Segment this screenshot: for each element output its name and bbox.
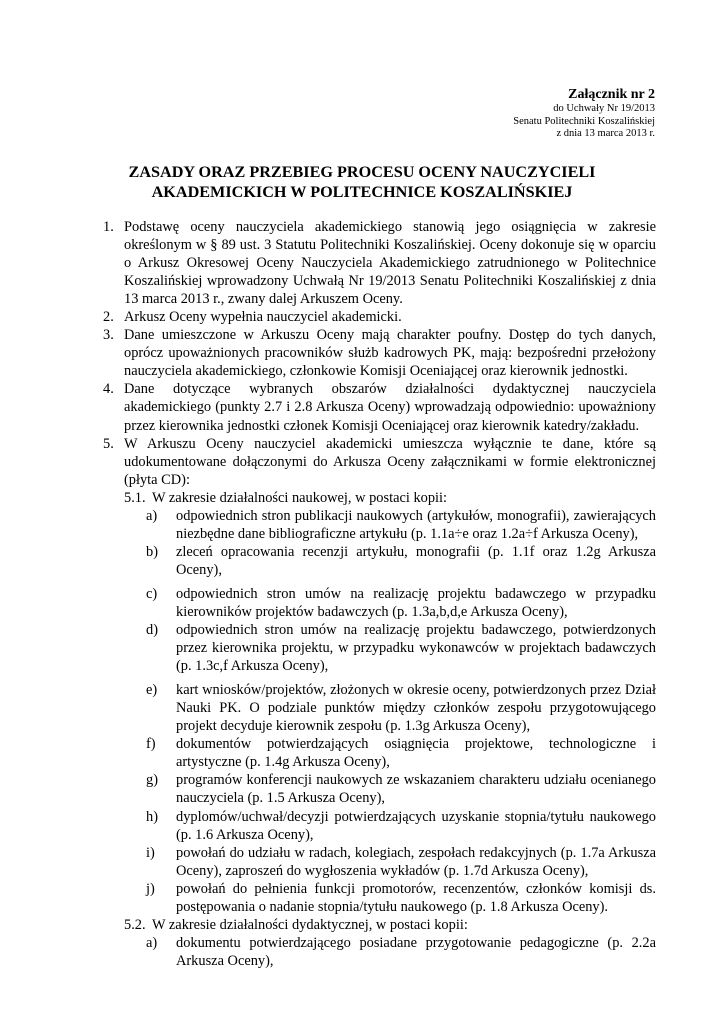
sub-item bbox=[146, 735, 656, 771]
section-title: W zakresie działalności naukowej, w postaci kopii: bbox=[152, 489, 448, 506]
attachment-title: Załącznik nr 2 bbox=[568, 87, 655, 102]
sub-item bbox=[146, 585, 656, 621]
list-item-text: Podstawę oceny nauczyciela akademickiego stanowią jego osiągnięcia w zakresie określonym w § 89 ust. 3 Statutu Politechniki Koszalińskiej. Oceny dokonuje się w oparciu o Arkusz Okresowej Oceny Nauczyciela Akademickiego zatrudnionego w Politechnice Koszalińskiej wprowadzony Uchwałą Nr 19/2013 Senatu Politechniki Koszalińskiej z dnia 13 marca 2013 r., zwany dalej Arkuszem Oceny. bbox=[124, 219, 656, 308]
list-item bbox=[0, 218, 724, 308]
document-title bbox=[96, 162, 628, 202]
sub-item-letter: j) bbox=[146, 880, 155, 897]
sub-item-letter: d) bbox=[146, 622, 158, 639]
sub-item-letter: g) bbox=[146, 772, 158, 789]
sub-item-text: odpowiednich stron umów na realizację projektu badawczego w przypadku kierowników projektów badawczych (p. 1.3a,b,d,e Arkusza Oceny), bbox=[176, 585, 656, 620]
sub-item bbox=[146, 621, 656, 675]
list-item-text: Arkusz Oceny wypełnia nauczyciel akademicki. bbox=[124, 309, 402, 326]
section-heading bbox=[124, 916, 656, 934]
list-item bbox=[0, 435, 724, 489]
list-item-text: W Arkuszu Oceny nauczyciel akademicki umieszcza wyłącznie te dane, które są udokumentowane dołączonymi do Arkusza Oceny załącznikami w formie elektronicznej (płyta CD): bbox=[124, 435, 656, 488]
sub-item-letter: e) bbox=[146, 682, 158, 699]
attachment-resolution: do Uchwały Nr 19/2013 bbox=[553, 103, 655, 114]
document-title-line-2: AKADEMICKICH W POLITECHNICE KOSZALIŃSKIEJ bbox=[151, 183, 573, 201]
document-body bbox=[0, 218, 724, 970]
sub-item-text: dyplomów/uchwał/decyzji potwierdzających uzyskanie stopnia/tytułu naukowego (p. 1.6 Arkusza Oceny), bbox=[176, 808, 656, 843]
sub-item-text: odpowiednich stron publikacji naukowych (artykułów, monografii), zawierających niezbędne dane bibliograficzne artykułu (p. 1.1a÷e oraz 1.2a÷f Arkusza Oceny), bbox=[176, 507, 656, 542]
list-item bbox=[0, 380, 724, 434]
list-item-text: Dane umieszczone w Arkuszu Oceny mają charakter poufny. Dostęp do tych danych, oprócz upoważnionych pracowników służb kadrowych PK, mają: bezpośredni przełożony nauczyciela akademickiego, członkowie Komisji Oceniającej oraz kierownik jednostki. bbox=[124, 327, 656, 380]
sub-item bbox=[146, 844, 656, 880]
section-scientific bbox=[124, 489, 656, 916]
section-number: 5.2. bbox=[124, 916, 146, 933]
section-title: W zakresie działalności dydaktycznej, w postaci kopii: bbox=[152, 916, 468, 933]
section-didactic bbox=[124, 916, 656, 970]
sub-item-letter: b) bbox=[146, 543, 158, 560]
sub-item-text: kart wniosków/projektów, złożonych w okresie oceny, potwierdzonych przez Dział Nauki PK. O podziale punktów między członków zespołu przygotowującego projekt decyduje kierownik zespołu (p. 1.3g Arkusza Oceny), bbox=[176, 682, 656, 735]
sub-item-text: dokumentów potwierdzających osiągnięcia projektowe, technologiczne i artystyczne (p. 1.4g Arkusza Oceny), bbox=[176, 736, 656, 771]
section-heading bbox=[124, 489, 656, 507]
sub-item-text: powołań do pełnienia funkcji promotorów, recenzentów, członków komisji ds. postępowania o nadanie stopnia/tytułu naukowego (p. 1.8 Arkusza Oceny). bbox=[176, 880, 656, 915]
list-item-text: Dane dotyczące wybranych obszarów działalności dydaktycznej nauczyciela akademickiego (punkty 2.7 i 2.8 Arkusza Oceny) wprowadzają odpowiednio: upoważniony przez kierownika jednostki członek Komisji Oceniającej oraz kierownik katedry/zakładu. bbox=[124, 381, 656, 434]
sub-item bbox=[146, 880, 656, 916]
list-item-number: 3. bbox=[103, 327, 114, 344]
sub-item bbox=[146, 507, 656, 543]
sub-item-letter: c) bbox=[146, 585, 158, 602]
attachment-header bbox=[513, 86, 655, 141]
sub-item-text: zleceń opracowania recenzji artykułu, monografii (p. 1.1f oraz 1.2g Arkusza Oceny), bbox=[176, 543, 656, 578]
document-title-line-1: ZASADY ORAZ PRZEBIEG PROCESU OCENY NAUCZYCIELI bbox=[128, 163, 596, 181]
attachment-date: z dnia 13 marca 2013 r. bbox=[556, 128, 655, 139]
sub-item-text: programów konferencji naukowych ze wskazaniem charakteru udziału ocenianego nauczyciela (p. 1.5 Arkusza Oceny), bbox=[176, 772, 656, 807]
sub-item bbox=[146, 681, 656, 735]
sub-item bbox=[146, 934, 656, 970]
list-item bbox=[0, 308, 724, 326]
sub-item-text: odpowiednich stron umów na realizację projektu badawczego, potwierdzonych przez kierownika projektu, w przypadku wykonawców w projektach badawczych (p. 1.3c,f Arkusza Oceny), bbox=[176, 622, 656, 675]
sub-item-text: powołań do udziału w radach, kolegiach, zespołach redakcyjnych (p. 1.7a Arkusza Oceny), zaproszeń do wygłoszenia wykładów (p. 1.7d Arkusza Oceny), bbox=[176, 844, 656, 879]
sub-item-letter: a) bbox=[146, 507, 158, 524]
list-item-number: 5. bbox=[103, 435, 114, 452]
sub-item bbox=[146, 808, 656, 844]
sub-item bbox=[146, 543, 656, 579]
section-number: 5.1. bbox=[124, 489, 146, 506]
list-item-number: 4. bbox=[103, 381, 114, 398]
list-item bbox=[0, 326, 724, 380]
list-item-number: 2. bbox=[103, 309, 114, 326]
sub-item-letter: i) bbox=[146, 844, 155, 861]
list-item-number: 1. bbox=[103, 219, 114, 235]
sub-item-letter: a) bbox=[146, 934, 158, 951]
sub-item-letter: f) bbox=[146, 736, 156, 753]
sub-item-letter: h) bbox=[146, 808, 158, 825]
sub-item bbox=[146, 771, 656, 807]
sub-item-text: dokumentu potwierdzającego posiadane przygotowanie pedagogiczne (p. 2.2a Arkusza Oceny), bbox=[176, 934, 656, 969]
attachment-senate: Senatu Politechniki Koszalińskiej bbox=[513, 115, 655, 127]
